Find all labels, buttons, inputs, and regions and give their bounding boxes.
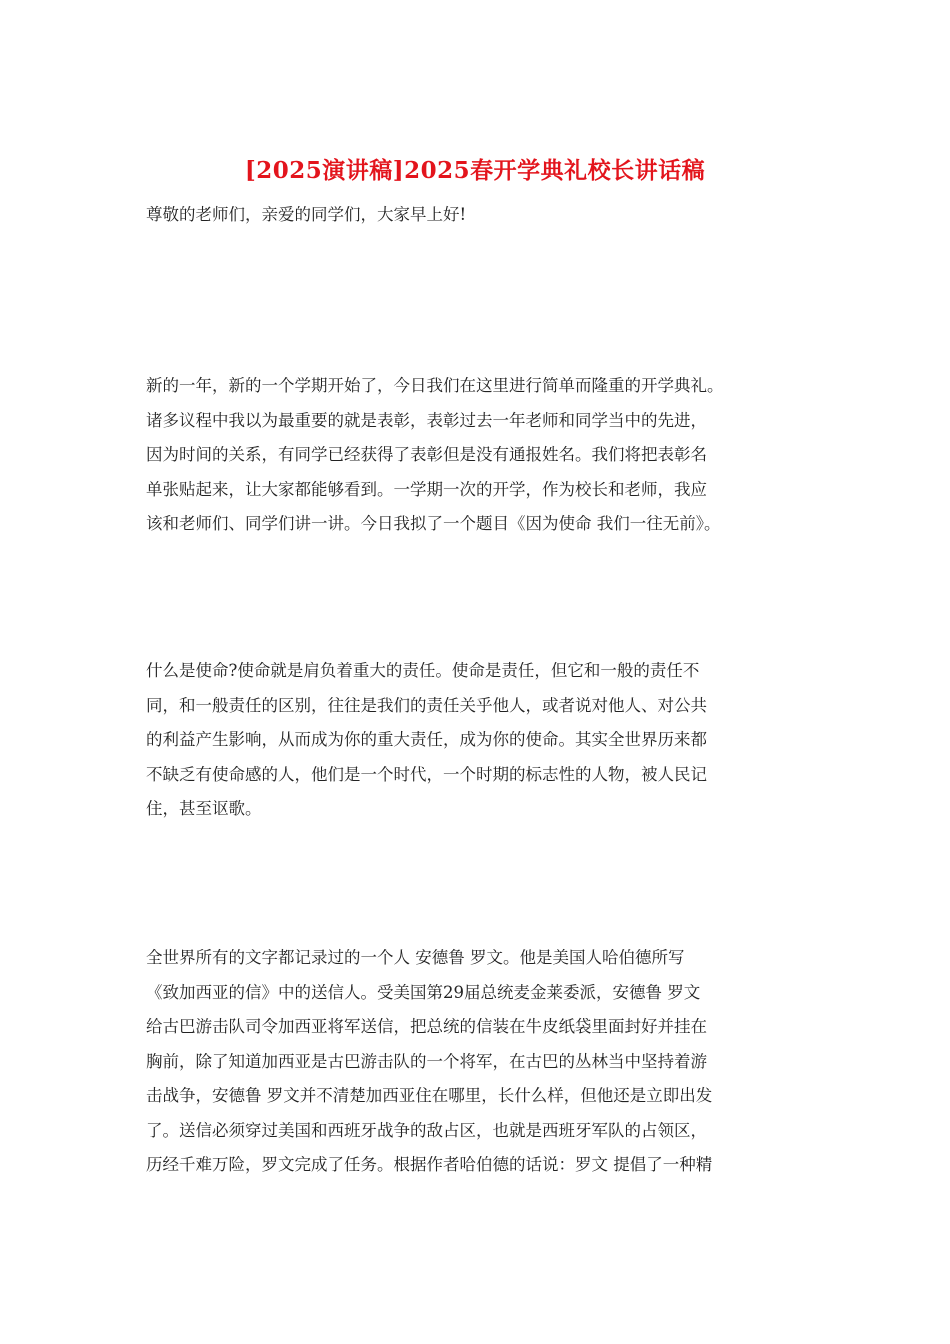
paragraph-line: 击战争，安德鲁 罗文并不清楚加西亚住在哪里，长什么样，但他还是立即出发 bbox=[146, 1086, 713, 1105]
paragraph-line: 诸多议程中我以为最重要的就是表彰，表彰过去一年老师和同学当中的先进， bbox=[146, 410, 707, 430]
paragraph-line: 胸前，除了知道加西亚是古巴游击队的一个将军，在古巴的丛林当中坚持着游 bbox=[146, 1051, 707, 1071]
paragraph-1 bbox=[146, 369, 826, 542]
paragraph-line: 什么是使命?使命就是肩负着重大的责任。使命是责任，但它和一般的责任不 bbox=[146, 661, 700, 680]
paragraph-line: 单张贴起来，让大家都能够看到。一学期一次的开学，作为校长和老师，我应 bbox=[146, 479, 707, 499]
paragraph-3 bbox=[146, 941, 826, 1183]
paragraph-line: 历经千难万险，罗文完成了任务。根据作者哈伯德的话说：罗文 提倡了一种精 bbox=[146, 1155, 713, 1174]
document-title: [2025演讲稿]2025春开学典礼校长讲话稿 bbox=[244, 157, 706, 184]
paragraph-line: 《致加西亚的信》中的送信人。受美国第29届总统麦金莱委派，安德鲁 罗文 bbox=[146, 982, 701, 1002]
greeting-line: 尊敬的老师们，亲爱的同学们，大家早上好! bbox=[146, 205, 467, 224]
paragraph-line: 给古巴游击队司令加西亚将军送信，把总统的信装在牛皮纸袋里面封好并挂在 bbox=[146, 1017, 707, 1036]
paragraph-line: 因为时间的关系，有同学已经获得了表彰但是没有通报姓名。我们将把表彰名 bbox=[146, 445, 707, 464]
paragraph-line: 了。送信必须穿过美国和西班牙战争的敌占区，也就是西班牙军队的占领区， bbox=[146, 1120, 707, 1140]
paragraph-line: 该和老师们、同学们讲一讲。今日我拟了一个题目《因为使命 我们一往无前》。 bbox=[146, 514, 721, 533]
paragraph-line: 同，和一般责任的区别，往往是我们的责任关乎他人，或者说对他人、对公共 bbox=[146, 695, 707, 715]
paragraph-line: 不缺乏有使命感的人，他们是一个时代，一个时期的标志性的人物，被人民记 bbox=[146, 764, 707, 784]
paragraph-line: 住，甚至讴歌。 bbox=[146, 799, 262, 818]
paragraph-2 bbox=[146, 654, 826, 827]
paragraph-line: 的利益产生影响，从而成为你的重大责任，成为你的使命。其实全世界历来都 bbox=[146, 730, 707, 749]
paragraph-line: 新的一年，新的一个学期开始了，今日我们在这里进行简单而隆重的开学典礼。 bbox=[146, 376, 724, 395]
paragraph-line: 全世界所有的文字都记录过的一个人 安德鲁 罗文。他是美国人哈伯德所写 bbox=[146, 948, 685, 967]
